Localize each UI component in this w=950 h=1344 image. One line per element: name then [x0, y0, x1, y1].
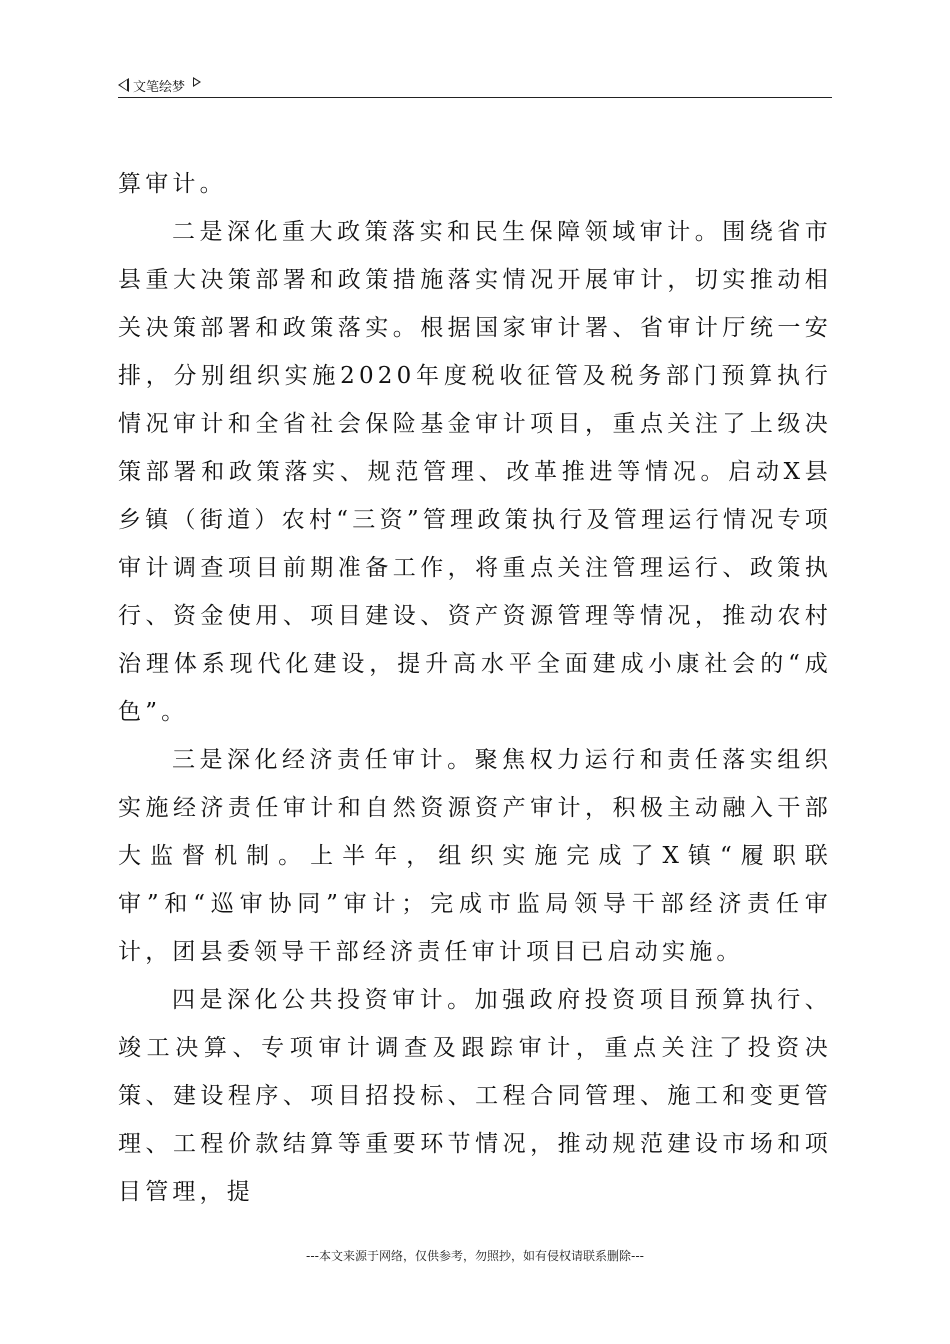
paragraph-continuation: 算审计。 — [118, 171, 227, 197]
paragraph-public-investment-audit: 四是深化公共投资审计。加强政府投资项目预算执行、竣工决算、专项审计调查及跟踪审计，重点关注了投资决策、建设程序、项目招投标、工程合同管理、施工和变更管理、工程价款结算等重要环节情况，推动规范建设市场和项目管理，提 — [118, 987, 832, 1205]
left-triangle-icon — [118, 78, 129, 92]
paragraph-economic-responsibility-audit: 三是深化经济责任审计。聚焦权力运行和责任落实组织实施经济责任审计和自然资源资产审计，积极主动融入干部大监督机制。上半年，组织实施完成了X镇“履职联审”和“巡审协同”审计；完成市监局领导干部经济责任审计，团县委领导干部经济责任审计项目已启动实施。 — [118, 747, 832, 965]
document-body — [118, 160, 832, 1216]
header-title: 文笔绘梦 — [133, 79, 186, 95]
page-header — [118, 74, 832, 96]
header-divider — [118, 97, 832, 98]
paragraph-policy-audit: 二是深化重大政策落实和民生保障领域审计。围绕省市县重大决策部署和政策措施落实情况开展审计，切实推动相关决策部署和政策落实。根据国家审计署、省审计厅统一安排，分别组织实施2020年度税收征管及税务部门预算执行情况审计和全省社会保险基金审计项目，重点关注了上级决策部署和政策落实、规范管理、改革推进等情况。启动X县乡镇（街道）农村“三资”管理政策执行及管理运行情况专项审计调查项目前期准备工作，将重点关注管理运行、政策执行、资金使用、项目建设、资产资源管理等情况，推动农村治理体系现代化建设，提升高水平全面建成小康社会的“成色”。 — [118, 219, 832, 725]
right-triangle-icon — [193, 77, 201, 87]
footer-notice: ---本文来源于网络，仅供参考，勿照抄，如有侵权请联系删除--- — [306, 1249, 644, 1263]
